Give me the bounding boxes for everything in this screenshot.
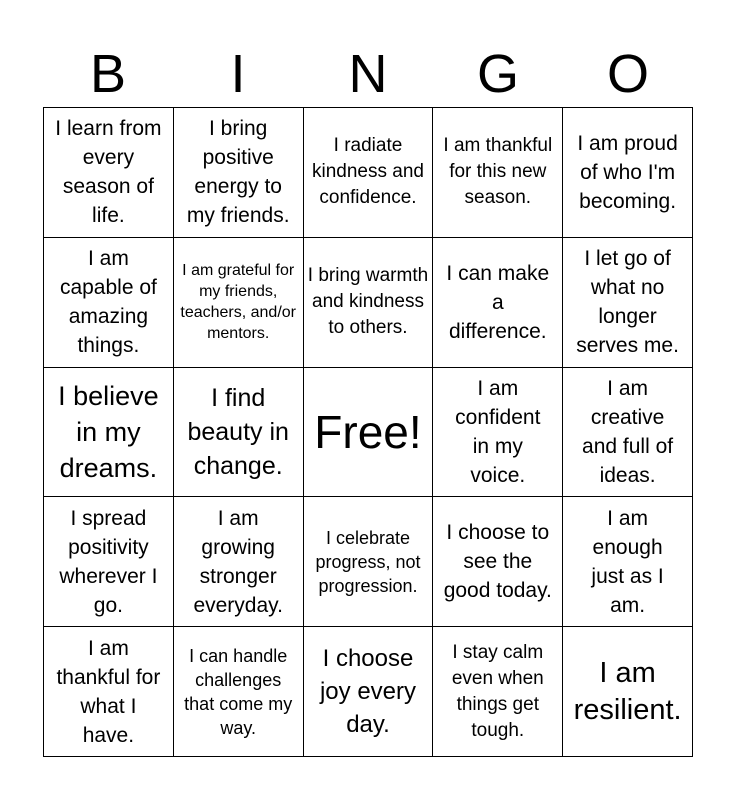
bingo-cell-r4-c2[interactable] [174, 497, 304, 627]
bingo-cell-r1-c5[interactable] [563, 108, 693, 238]
bingo-cell-r1-c1[interactable] [44, 108, 174, 238]
bingo-cell-r4-c1[interactable] [44, 497, 174, 627]
bingo-grid [43, 107, 693, 757]
cell-text: I am enough just as I am. [591, 506, 664, 617]
header-letter-o: O [606, 44, 649, 104]
bingo-cell-r4-c3[interactable] [304, 497, 434, 627]
cell-text: I am thankful for this new season. [443, 135, 553, 209]
cell-text: I am creative and full of ideas. [582, 376, 674, 487]
cell-text: I spread positivity wherever I go. [59, 506, 158, 617]
header-letter-g: G [476, 44, 519, 104]
bingo-cell-r4-c5[interactable] [563, 497, 693, 627]
bingo-cell-r5-c4[interactable] [433, 627, 563, 757]
bingo-cell-r3-c1[interactable] [44, 368, 174, 498]
cell-text: I celebrate progress, not progression. [315, 527, 421, 596]
cell-text: I believe in my dreams. [58, 380, 159, 483]
header-letter-b: B [89, 44, 127, 104]
bingo-cell-r2-c1[interactable] [44, 238, 174, 368]
bingo-cell-r2-c4[interactable] [433, 238, 563, 368]
cell-text: I am grateful for my friends, teachers, and/or mentors. [180, 262, 296, 343]
cell-text: I am resilient. [573, 656, 682, 726]
cell-text: I learn from every season of life. [55, 117, 162, 228]
bingo-cell-r5-c2[interactable] [174, 627, 304, 757]
bingo-cell-r3-c5[interactable] [563, 368, 693, 498]
bingo-cell-r4-c4[interactable] [433, 497, 563, 627]
cell-text: I stay calm even when things get tough. [451, 641, 544, 741]
bingo-cell-r1-c4[interactable] [433, 108, 563, 238]
cell-text: I choose to see the good today. [443, 521, 552, 603]
cell-text: I am capable of amazing things. [59, 247, 157, 358]
cell-text: I can handle challenges that come my way. [184, 645, 293, 738]
bingo-cell-r3-c2[interactable] [174, 368, 304, 498]
bingo-cell-r2-c2[interactable] [174, 238, 304, 368]
cell-text: I am confident in my voice. [455, 376, 541, 487]
cell-text: I am proud of who I'm becoming. [577, 131, 678, 213]
cell-text: I bring positive energy to my friends. [186, 117, 290, 228]
cell-text: I am thankful for what I have. [56, 636, 161, 747]
cell-text: I choose joy every day. [319, 645, 417, 739]
bingo-cell-r5-c1[interactable] [44, 627, 174, 757]
bingo-cell-r5-c3[interactable] [304, 627, 434, 757]
bingo-cell-r3-c4[interactable] [433, 368, 563, 498]
header-letter-n: N [348, 44, 388, 104]
bingo-cell-r1-c3[interactable] [304, 108, 434, 238]
bingo-cell-r1-c2[interactable] [174, 108, 304, 238]
free-space-text: Free! [314, 405, 422, 458]
cell-text: I am growing stronger everyday. [193, 506, 283, 617]
cell-text: I let go of what no longer serves me. [576, 247, 679, 358]
cell-text: I can make a difference. [446, 261, 550, 343]
cell-text: I radiate kindness and confidence. [312, 135, 424, 209]
bingo-header [43, 40, 693, 108]
bingo-cell-r2-c5[interactable] [563, 238, 693, 368]
cell-text: I bring warmth and kindness to others. [307, 265, 429, 339]
bingo-cell-r2-c3[interactable] [304, 238, 434, 368]
cell-text: I find beauty in change. [187, 383, 289, 480]
bingo-cell-r5-c5[interactable] [563, 627, 693, 757]
header-letter-i: I [230, 44, 246, 104]
bingo-cell-free-space[interactable] [304, 368, 434, 498]
